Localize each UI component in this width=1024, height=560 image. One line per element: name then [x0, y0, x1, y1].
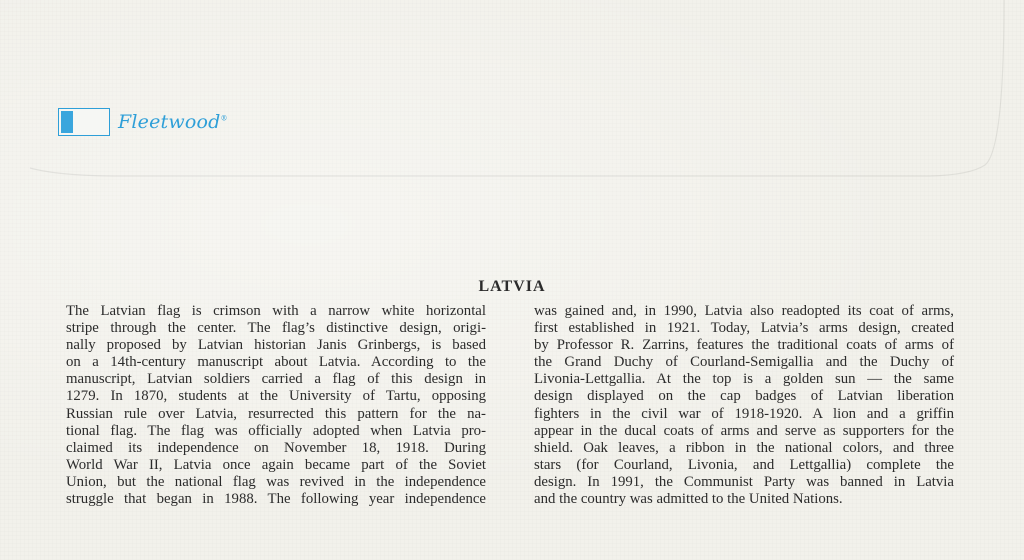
text-line: on a 14th-century manuscript about Latvia. According to the: [66, 354, 486, 371]
text-line: Russian rule over Latvia, resurrected this pattern for the na-: [66, 405, 486, 422]
text-line: tional flag. The flag was officially adopted when Latvia pro-: [66, 422, 486, 439]
logo-box-icon: [58, 108, 110, 136]
envelope-flap-edge: [0, 0, 1024, 200]
text-line: claimed its independence on November 18, 1918. During: [66, 439, 486, 456]
text-line: design. In 1991, the Communist Party was banned in Latvia: [534, 473, 954, 490]
text-line: Livonia-Lettgallia. At the top is a golden sun — the same: [534, 371, 954, 388]
text-column-right: [534, 303, 954, 508]
logo-box-fill: [61, 111, 73, 133]
text-line: Union, but the national flag was revived in the independence: [66, 473, 486, 490]
text-line: manuscript, Latvian soldiers carried a flag of this design in: [66, 371, 486, 388]
text-line: nally proposed by Latvian historian Janis Grinbergs, is based: [66, 337, 486, 354]
text-line: and the country was admitted to the United Nations.: [534, 491, 843, 508]
text-line: 1279. In 1870, students at the University of Tartu, opposing: [66, 388, 486, 405]
text-line: World War II, Latvia once again became part of the Soviet: [66, 456, 486, 473]
text-line: the Grand Duchy of Courland-Semigallia and the Duchy of: [534, 354, 954, 371]
text-line: stars (for Courland, Livonia, and Lettgallia) complete the: [534, 456, 954, 473]
text-line: stripe through the center. The flag’s distinctive design, origi-: [66, 320, 486, 337]
fleetwood-logo: [58, 108, 228, 136]
page-title: LATVIA: [478, 278, 546, 295]
text-line: struggle that began in 1988. The following year independence: [66, 491, 486, 508]
text-line: shield. Oak leaves, a ribbon in the national colors, and three: [534, 439, 954, 456]
text-line: first established in 1921. Today, Latvia’s arms design, created: [534, 320, 954, 337]
text-line: appear in the ducal coats of arms and serve as supporters for the: [534, 422, 954, 439]
logo-text: Fleetwood®: [118, 111, 228, 133]
text-line: by Professor R. Zarrins, features the traditional coats of arms of: [534, 337, 954, 354]
text-line: fighters in the civil war of 1918-1920. A lion and a griffin: [534, 405, 954, 422]
text-line: The Latvian flag is crimson with a narrow white horizontal: [66, 303, 486, 319]
text-column-left: [66, 303, 486, 508]
text-line: was gained and, in 1990, Latvia also readopted its coat of arms,: [534, 303, 954, 319]
text-line: design displayed on the cap badges of Latvian liberation: [534, 388, 954, 405]
